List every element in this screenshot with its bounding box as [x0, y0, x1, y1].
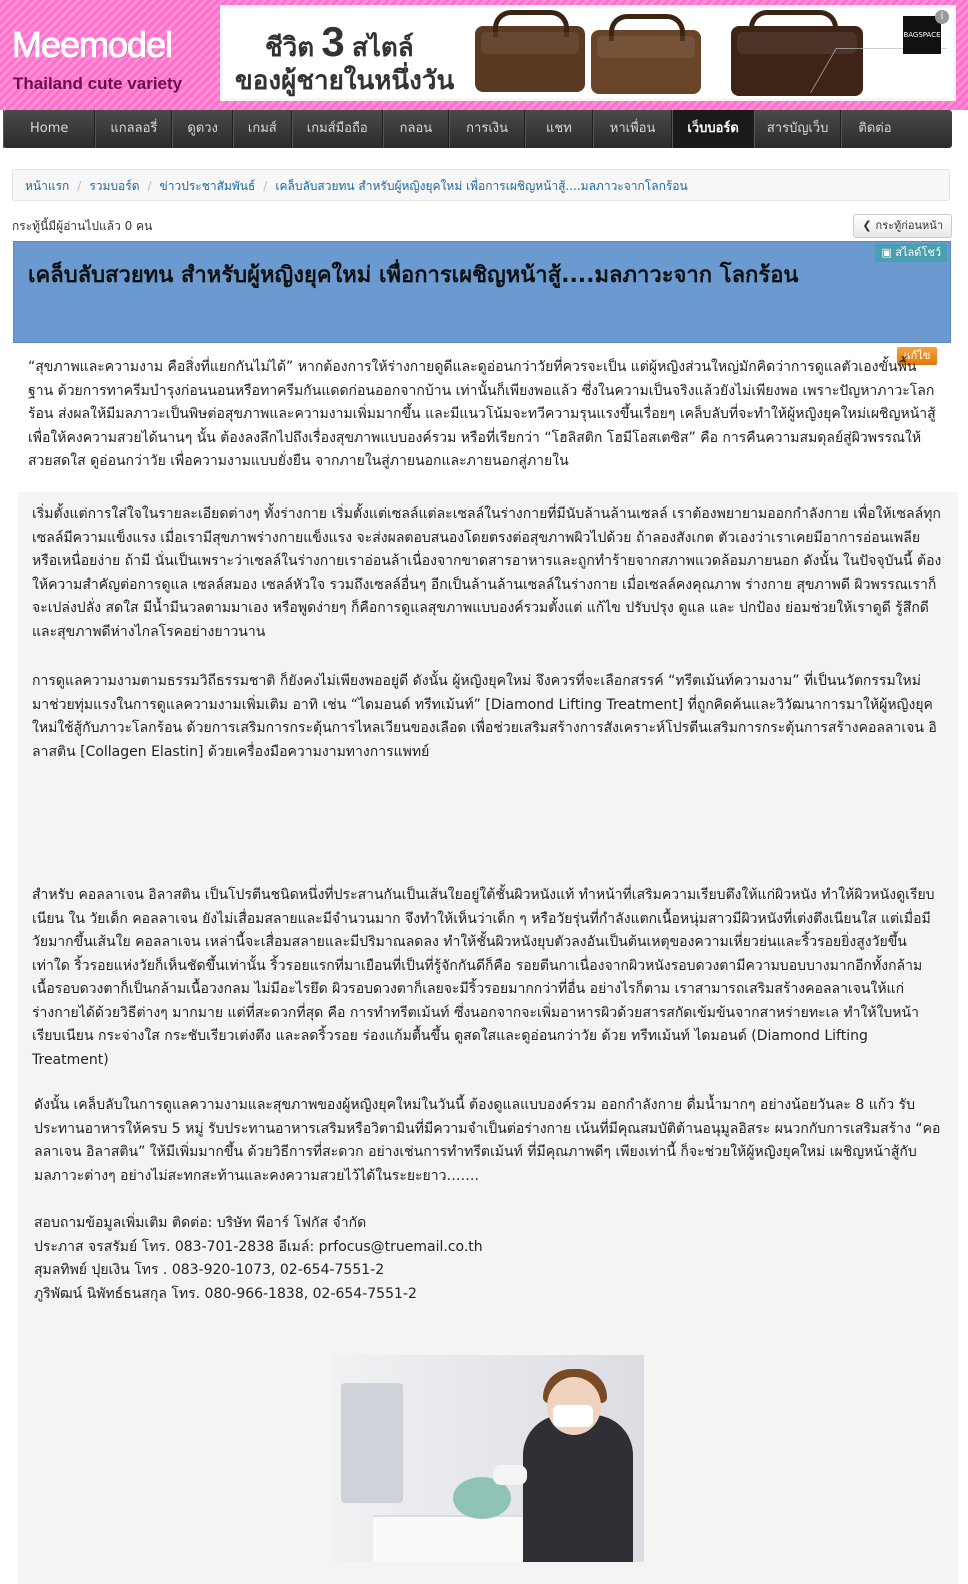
film-icon: ▣ [881, 246, 892, 259]
nav-item-find-friends[interactable]: หาเพื่อน [593, 110, 673, 148]
slideshow-label: สไลด์โชว์ [895, 246, 941, 259]
previous-thread-label: กระทู้ก่อนหน้า [875, 219, 943, 232]
ad-banner[interactable] [220, 5, 956, 101]
nav-item-gallery[interactable]: แกลลอรี่ [95, 110, 172, 148]
nav-item-directory[interactable]: สารบัญเว็บ [754, 110, 842, 148]
content-paragraph: เริ่มตั้งแต่การใส่ใจในรายละเอียดต่างๆ ทั้งร่างกาย เริ่มตั้งแต่เซลล์แต่ละเซลล์ในร่างกายที่มีนับล้านล้านเซลล์ เราต้องพยายามออกกำลังกาย เพื่อให้เซลล์ทุกเซลล์มีความแข็งแรง เมื่อเรามีสุขภาพร่างกายแข็งแรง จะส่งผลตอบสนองโดยตรงต่อสุขภาพผิวไปด้วย ถ้าลองสังเกต ตัวเองว่าเราเคยมีอาการอ่อนเพลียหรือเหนื่อยง่าย ถ้ามี นั่นเป็นเพราะว่าเซลล์ในร่างกายเราอ่อนล้าเนื่องจากขาดสารอาหารและถูกทำร้ายจากสภาพแวดล้อมภายนอก ดังนั้น ในปัจจุบันนี้ ต้องให้ความสำคัญต่อการดูแล เซลล์สมอง เซลล์หัวใจ รวมถึงเซลล์อื่นๆ อีกเป็นล้านล้านเซลล์ในร่างกาย เมื่อเซลล์คงคุณภาพ ร่างกาย สุขภาพดี ผิวพรรณเราก็จะเปล่งปลั่ง สดใส มีน้ำมีนวลตามมาเอง หรือพูดง่ายๆ ก็คือการดูแลสุขภาพแบบองค์รวมตั้งแต่ แก้ไข ปรับปรุง ดูแล และ ปกป้อง ย่อมช่วยให้เราดูดี รู้สึกดี และสุขภาพดีห่างไกลโรคอย่างยาวนาน [32, 506, 942, 640]
reader-count: กระทู้นี้มีผู้อ่านไปแล้ว 0 คน [12, 219, 153, 233]
decorative-sketch [810, 48, 947, 93]
bag-image [475, 26, 585, 92]
logo-tagline: Thailand cute variety [13, 74, 183, 93]
nav-item-finance[interactable]: การเงิน [449, 110, 525, 148]
edit-button[interactable]: แก้ไข [897, 347, 937, 365]
thread-title-box [13, 241, 951, 343]
ad-subheadline: ของผู้ชายในหนึ่งวัน [235, 65, 455, 95]
slideshow-button[interactable] [875, 244, 947, 262]
nav-item-games[interactable]: เกมส์ [233, 110, 292, 148]
contact-line: สุมลทิพย์ ปุยเงิน โทร . 083-920-1073, 02-654-7551-2 [34, 1262, 385, 1278]
nav-item-chat[interactable]: แชท [525, 110, 593, 148]
nav-item-poems[interactable]: กลอน [383, 110, 450, 148]
content-paragraph: สำหรับ คอลลาเจน อิลาสติน เป็นโปรตีนชนิดหนึ่งที่ประสานกันเป็นเส้นใยอยู่ใต้ชั้นผิวหนังแท้ ทำหน้าที่เสริมความเรียบตึงให้แก่ผิวหนัง ทำให้ผิวหนังดูเรียบ เนียน ใน วัยเด็ก คอลลาเจน ยังไม่เสื่อมสลายและมีจำนวนมาก จึงทำให้เห็นว่าเด็ก ๆ หรือวัยรุ่นที่กำลังแตกเนื้อหนุ่มสาวมีผิวหนังที่เต่งตึงเนียนใส แต่เมื่อมีวัยมากขึ้นเส้นใย คอลลาเจน เหล่านี้จะเสื่อมสลายและมีปริมาณลดลง ทำให้ชั้นผิวหนังยุบตัวลงอันเป็นต้นเหตุของความเหี่ยวย่นและริ้วรอยยิ่งสูงวัยขึ้นเท่าใด ริ้วรอยแห่งวัยก็เห็นชัดขึ้นเท่านั้น ริ้วรอยแรกที่มาเยือนที่เป็นที่รู้จักกันดีก็คือ รอยตีนกาเนื่องจากผิวหนังรอบดวงตามีความบอบบางมากอีกทั้งกล้ามเนื้อรอบดวงตาก็เป็นกล้ามเนื้อวงกลม ไม่มีอะไรยึด ผิวรอบดวงตาก็เลยจะมีริ้วรอยมากกว่าที่อื่น อย่างไรก็ตาม เราสามารถเสริมสร้างคอลลาเจนให้แก่ร่างกายได้ด้วยวิธีต่างๆ มากมาย แต่ที่สะดวกที่สุด คือ การทำทรีตเม้นท์ ซึ่งนอกจากจะเพิ่มอาหารผิวด้วยสารสกัดเข้มข้นจากสาหร่ายทะเล ทำให้ใบหน้าเรียบเนียน กระจ่างใส กระชับเรียวเต่งตึง และลดริ้วรอย ร่องแก้มตื้นขึ้น ดูสดใสและดูอ่อนกว่าวัย ด้วย ทรีทเม้นท์ ไดมอนด์ (Diamond Lifting Treatment) [32, 887, 935, 1068]
contact-line: ภูริพัฒน์ นิพัทธ์ธนสกุล โทร. 080-966-1838, 02-654-7551-2 [34, 1285, 417, 1302]
nav-item-webboard[interactable]: เว็บบอร์ด [672, 110, 753, 148]
breadcrumb-current-thread[interactable]: เคล็บลับสวยทน สำหรับผู้หญิงยุคใหม่ เพื่อการเผชิญหน้าสู้....มลภาวะจากโลกร้อน [275, 179, 688, 193]
nav-item-horoscope[interactable]: ดูดวง [172, 110, 233, 148]
site-header [0, 0, 968, 110]
breadcrumb: หน้าแรก / รวมบอร์ด / ข่าวประชาสัมพันธ์ / เคล็บลับสวยทน สำหรับผู้หญิงยุคใหม่ เพื่อการเผชิญหน้าสู้....มลภาวะจากโลกร้อน [12, 169, 950, 201]
content-paragraph: “สุขภาพและความงาม คือสิ่งที่แยกกันไม่ได้” หากต้องการให้ร่างกายดูดีและดูอ่อนกว่าวัยที่ควรจะเป็น แต่ผู้หญิงส่วนใหญ่มักคิดว่าการดูแลตัวเองขั้นพื้นฐาน ด้วยการทาครีมบำรุงก่อนนอนหรือทาครีมกันแดดก่อนออกจากบ้าน เท่านั้นก็เพียงพอแล้ว ซึ่งในความเป็นจริงแล้วยังไม่เพียงพอ เพราะปัญหาภาวะโลกร้อน ส่งผลให้มีมลภาวะเป็นพิษต่อสุขภาพและความงามเพิ่มมากขึ้น และมีแนวโน้มจะทวีความรุนแรงขึ้นเรื่อยๆ เคล็บลับที่จะทำให้ผู้หญิงยุคใหม่เผชิญหน้าสู้ เพื่อให้คงความสวยได้นานๆ นั้น ต้องลงลึกไปถึงเรื่องสุขภาพแบบองค์รวม หรือที่เรียกว่า “โฮลิสติก โฮมีโอสเตซิส” คือ การคืนความสมดุลย์สู่ผิวพรรณให้สวยสดใส ดูอ่อนกว่าวัย เพื่อความงามแบบยั่งยืน จากภายในสู่ภายนอกและภายนอกสู่ภายใน [28, 359, 936, 469]
breadcrumb-all-boards[interactable]: รวมบอร์ด [89, 179, 140, 193]
ad-brand-logo: BAGSPACE [903, 16, 941, 54]
contact-line: สอบถามข้อมูลเพิ่มเติม ติดต่อ: บริษัท พีอาร์ โฟกัส จำกัด [34, 1215, 367, 1231]
previous-thread-button[interactable] [853, 214, 952, 238]
nav-item-mobile-games[interactable]: เกมส์มือถือ [292, 110, 383, 148]
chevron-left-icon: ❮ [862, 219, 872, 232]
content-paragraph: การดูแลความงามตามธรรมวิถีธรรมชาติ ก็ยังคงไม่เพียงพออยู่ดี ดังนั้น ผู้หญิงยุคใหม่ จึงควรที่จะเลือกสรรค์ “ทรีตเม้นท์ความงาม” ที่เป็นนวัตกรรมใหม่ มาช่วยทุ่มแรงในการดูแลความงามเพิ่มเติม อาทิ เช่น “ไดมอนด์ ทรีทเม้นท์” [Diamond Lifting Treatment] ที่ถูกคิดค้นและวิวัฒนาการมาให้ผู้หญิงยุคใหม่ใช้สู้กับภาวะโลกร้อน ด้วยการเสริมการกระตุ้นการไหลเวียนของเลือด เพื่อช่วยเสริมสร้างการสังเคราะห์โปรตีนเสริมการกระตุ้นการสร้างคอลลาเจน อิลาสติน [Collagen Elastin] ด้วยเครื่องมือความงามทางการแพทย์ [32, 673, 937, 760]
content-paragraph: ดังนั้น เคล็บลับในการดูแลความงามและสุขภาพของผู้หญิงยุคใหม่ในวันนี้ ต้องดูแลแบบองค์รวม ออกกำลังกาย ดื่มน้ำมากๆ อย่างน้อยวันละ 8 แก้ว รับประทานอาหารให้ครบ 5 หมู่ รับประทานอาหารเสริมหรือวิตามินที่มีความจำเป็นต่อร่างกาย เน้นที่มีคุณสมบัติต้านอนุมูลอิสระ ผนวกกับการเสริมสร้าง “คอลลาเจน อิลาสติน” ให้มีเพิ่มมากขึ้น ด้วยวิธีการที่สะดวก อย่างเช่นการทำทรีตเม้นท์ ที่มีคุณภาพดีๆ เพียงเท่านี้ ก็จะช่วยให้ผู้หญิงยุคใหม่ เผชิญหน้าสู้กับมลภาวะต่างๆ อย่างไม่สะทกสะท้านและคงความสวยไว้ได้ในระยะยาว……. [34, 1097, 941, 1184]
breadcrumb-pr-news[interactable]: ข่าวประชาสัมพันธ์ [159, 179, 256, 193]
treatment-photo[interactable] [333, 1355, 644, 1562]
nav-item-home[interactable]: Home [3, 110, 95, 148]
breadcrumb-home[interactable]: หน้าแรก [25, 179, 70, 193]
bag-image [591, 30, 701, 94]
thread-title: เคล็บลับสวยทน สำหรับผู้หญิงยุคใหม่ เพื่อการเผชิญหน้าสู้....มลภาวะจาก โลกร้อน [28, 263, 799, 288]
main-nav [3, 110, 952, 148]
site-logo[interactable] [8, 10, 213, 93]
info-icon[interactable]: i [935, 10, 949, 24]
ad-headline: ชีวิต 3 สไตล์ [265, 18, 414, 65]
contact-info [34, 1212, 483, 1306]
nav-item-contact[interactable]: ติดต่อ [841, 110, 907, 148]
contact-line: ประภาส จรสรัมย์ โทร. 083-701-2838 อีเมล์: prfocus@truemail.co.th [34, 1238, 483, 1255]
logo-wordmark[interactable]: Meemodel [12, 24, 173, 65]
